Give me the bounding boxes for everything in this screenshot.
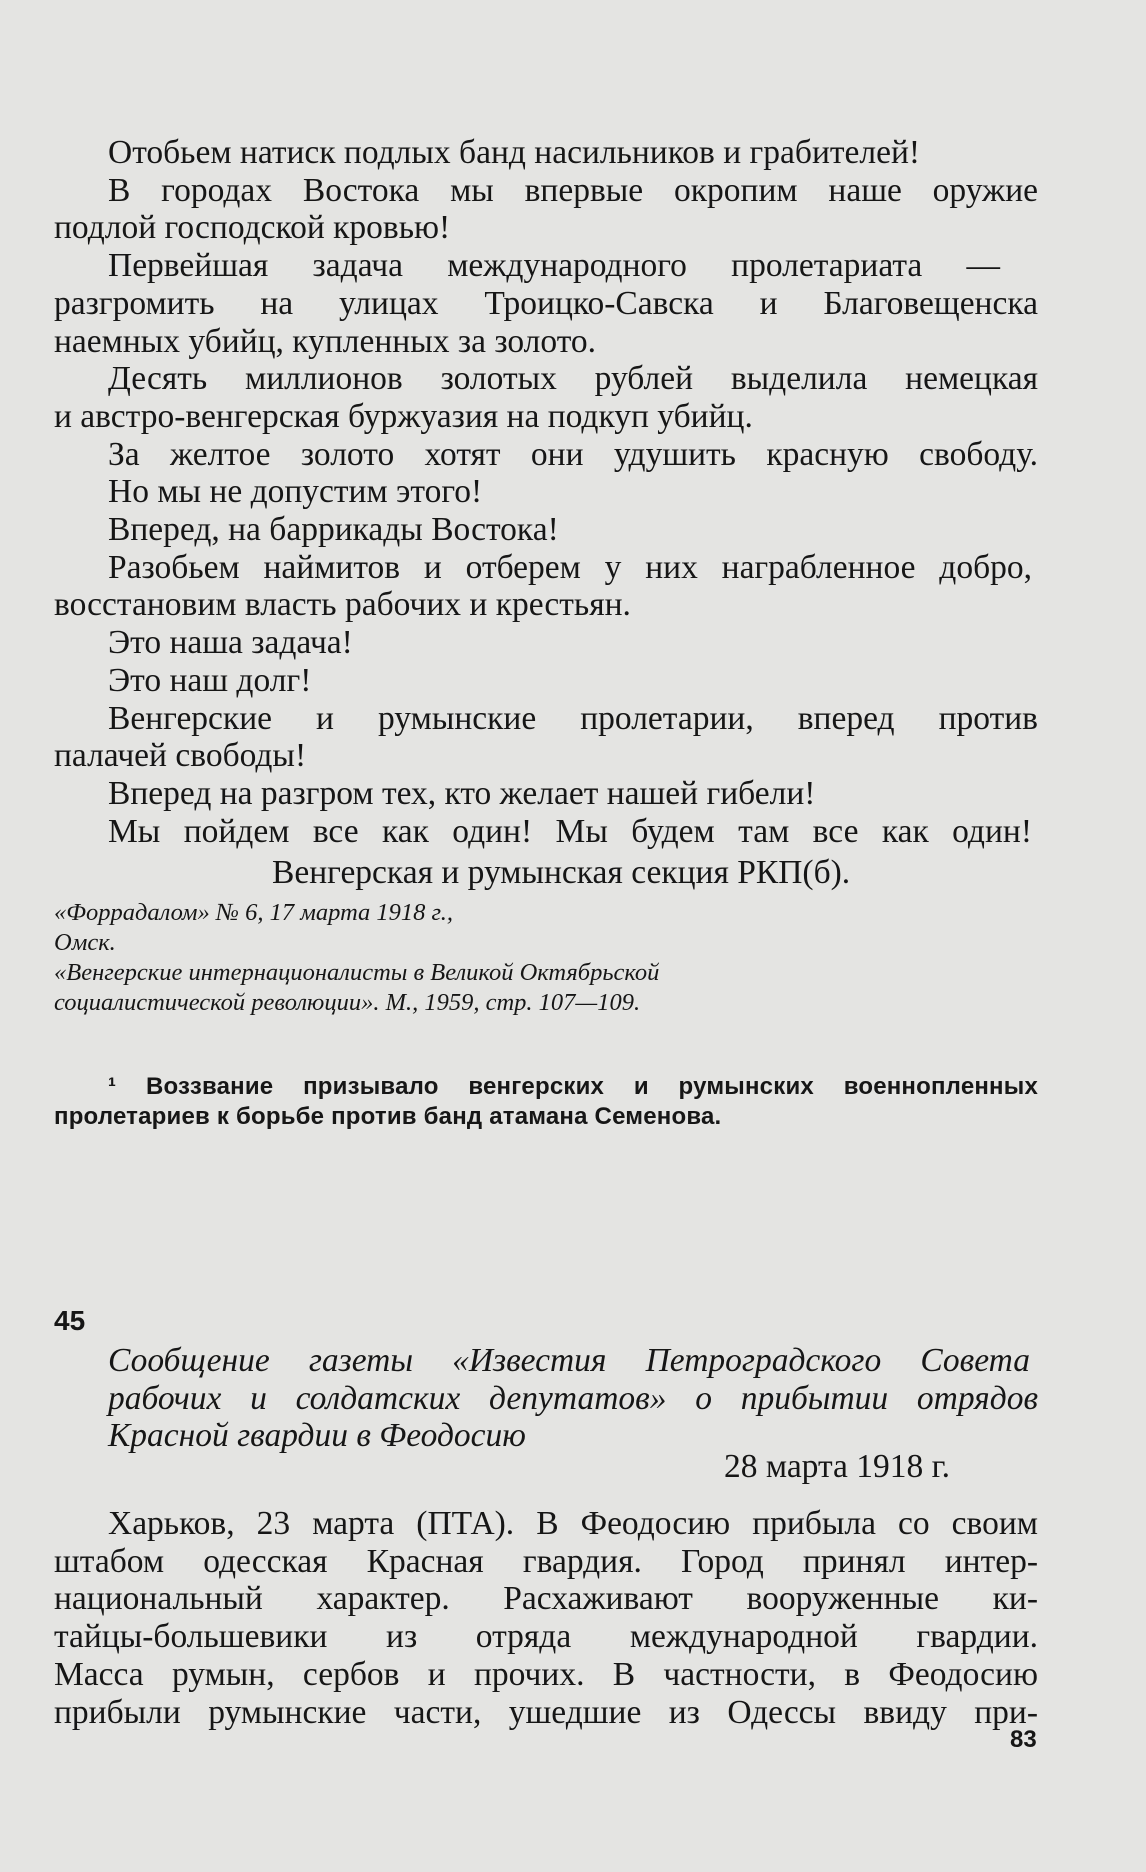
- text-line: восстановим власть рабочих и крестьян.: [54, 586, 631, 624]
- text-line: разгромить на улицах Троицко-Савска и Благовещенска: [54, 284, 1038, 322]
- document-number-label: 45: [54, 1305, 86, 1336]
- text-line: Это наша задача!: [108, 624, 353, 662]
- title-line: Сообщение газеты «Известия Петроградского Совета: [108, 1342, 1030, 1379]
- text-line: Вперед, на баррикады Востока!: [108, 511, 559, 549]
- text-line: Разобьем наймитов и отберем у них награбленное добро,: [108, 548, 1032, 586]
- footnote-line: пролетариев к борьбе против банд атамана Семенова.: [54, 1103, 722, 1130]
- text-line: Вперед на разгром тех, кто желает нашей гибели!: [108, 774, 816, 812]
- body-line: прибыли румынские части, ушедшие из Одессы ввиду при-: [54, 1693, 1038, 1731]
- document-number: [54, 1302, 1038, 1340]
- text-line: Мы пойдем все как один! Мы будем там все как один!: [108, 812, 1032, 850]
- source-line: Омск.: [54, 929, 116, 956]
- source-reference: [54, 898, 1038, 1018]
- text-line: и австро-венгерская буржуазия на подкуп убийц.: [54, 397, 753, 435]
- text-line: подлой господской кровью!: [54, 209, 451, 247]
- signature-line: Венгерская и румынская секция РКП(б).: [272, 854, 851, 891]
- page-number: 83: [1010, 1726, 1037, 1753]
- source-line: «Форрадалом» № 6, 17 марта 1918 г.,: [54, 899, 454, 926]
- text-line: Но мы не допустим этого!: [108, 473, 483, 511]
- document-date: [54, 1448, 1038, 1486]
- text-line: Первейшая задача международного пролетариата —: [108, 247, 1000, 285]
- source-line: социалистической революции». М., 1959, стр. 107—109.: [54, 989, 641, 1016]
- body-line: Харьков, 23 марта (ПТА). В Феодосию прибыла со своим: [108, 1505, 1038, 1542]
- body-line: Масса румын, сербов и прочих. В частности, в Феодосию: [54, 1655, 1038, 1693]
- footnote: [54, 1072, 1038, 1132]
- title-line: рабочих и солдатских депутатов» о прибытии отрядов: [108, 1379, 1038, 1417]
- body-line: тайцы-большевики из отряда международной гвардии.: [54, 1618, 1038, 1656]
- text-line: Десять миллионов золотых рублей выделила немецкая: [108, 360, 1038, 398]
- text-line: Отобьем натиск подлых банд насильников и грабителей!: [108, 134, 921, 171]
- text-line: Это наш долг!: [108, 661, 312, 699]
- text-line: наемных убийц, купленных за золото.: [54, 322, 597, 360]
- text-line: Венгерские и румынские пролетарии, вперед против: [108, 699, 1038, 737]
- body-line: национальный характер. Расхаживают вооруженные ки-: [54, 1580, 1038, 1618]
- date-line: 28 марта 1918 г.: [723, 1448, 950, 1485]
- signature: [54, 854, 1038, 892]
- source-line: «Венгерские интернационалисты в Великой Октябрьской: [54, 959, 660, 986]
- body-line: штабом одесская Красная гвардия. Город принял интер-: [54, 1542, 1038, 1580]
- document-title: [54, 1342, 1038, 1455]
- footnote-line: ¹ Воззвание призывало венгерских и румынских военнопленных: [108, 1073, 1038, 1100]
- text-line: За желтое золото хотят они удушить красную свободу.: [108, 435, 1038, 473]
- document-body: [54, 1505, 1038, 1731]
- appeal-text: [54, 134, 1038, 850]
- text-line: В городах Востока мы впервые окропим наше оружие: [108, 171, 1038, 209]
- text-line: палачей свободы!: [54, 737, 307, 775]
- title-line: Красной гвардии в Феодосию: [108, 1417, 526, 1455]
